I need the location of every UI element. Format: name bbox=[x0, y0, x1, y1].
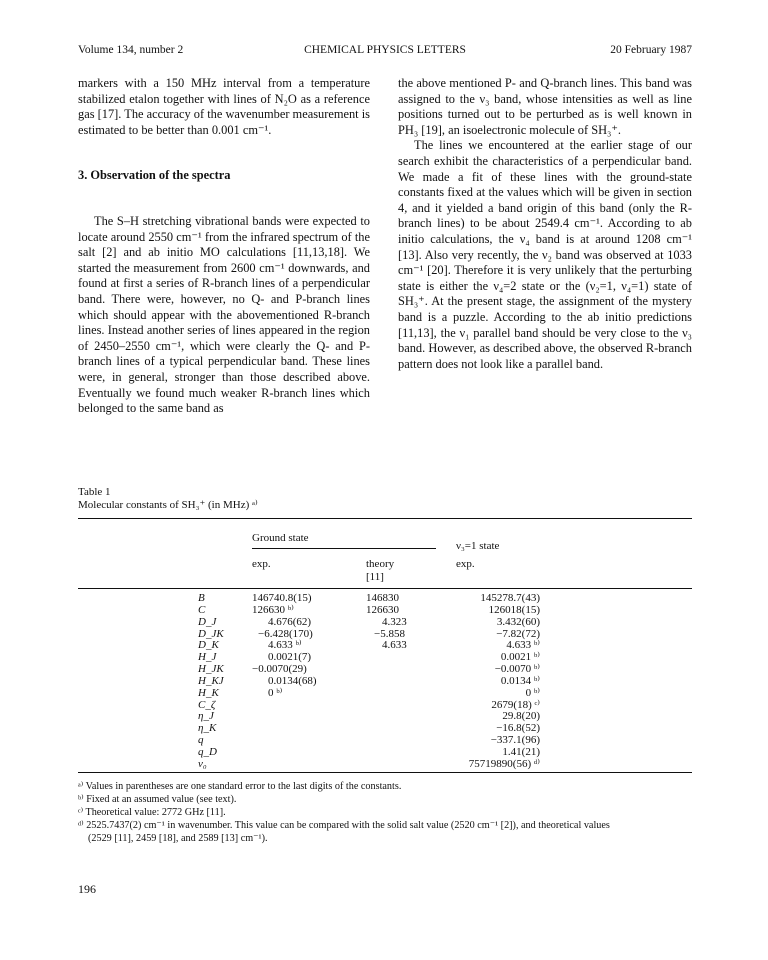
table-cell: 146740.8(15) bbox=[252, 592, 312, 604]
v3-exp-header: exp. bbox=[456, 558, 475, 570]
param-label: q_D bbox=[198, 745, 217, 758]
param-label: H_K bbox=[198, 686, 219, 699]
v3-exp-column bbox=[430, 593, 540, 771]
paragraph-methods-end: markers with a 150 MHz interval from a temperature stabilized etalon together with lines of N₂O as a reference gas [17]. The accuracy of the wavenumber measurement is estimated to be better than 0.001 cm⁻¹. bbox=[78, 76, 370, 137]
param-label: η_K bbox=[198, 722, 217, 735]
table-cell: 0 ᵇ⁾ bbox=[268, 686, 283, 699]
param-label: D_K bbox=[198, 639, 219, 652]
section-title: 3. Observation of the spectra bbox=[78, 168, 231, 183]
footnote-b: ᵇ⁾ Fixed at an assumed value (see text). bbox=[78, 794, 237, 805]
param-label: q bbox=[198, 734, 204, 747]
table-title: Molecular constants of SH₃⁺ (in MHz) ᵃ⁾ bbox=[78, 499, 258, 511]
param-label: C_ζ bbox=[198, 698, 216, 711]
param-label: H_JK bbox=[198, 663, 224, 676]
table-cell: −337.1(96) bbox=[490, 734, 540, 747]
table-cell: −5.858 bbox=[374, 627, 405, 640]
table-cell: 0 ᵇ⁾ bbox=[525, 686, 540, 699]
table-footnotes bbox=[78, 780, 698, 845]
table-cell: 0.0134 ᵇ⁾ bbox=[500, 674, 540, 687]
table-cell: 1.41(21) bbox=[502, 745, 540, 758]
journal-name: CHEMICAL PHYSICS LETTERS bbox=[304, 44, 466, 56]
ground-theory-column bbox=[366, 593, 407, 652]
left-column bbox=[78, 76, 370, 417]
exp-header: exp. bbox=[252, 558, 271, 570]
table-cell: 126018(15) bbox=[488, 603, 540, 616]
table-cell: 0.0134(68) bbox=[268, 674, 317, 687]
table-cell: 3.432(60) bbox=[496, 615, 540, 628]
v3-state-header: ν₃=1 state bbox=[456, 540, 500, 552]
table-cell: −0.0070 ᵇ⁾ bbox=[494, 663, 540, 676]
table-cell: 4.633 ᵇ⁾ bbox=[506, 639, 540, 652]
footnote-d-continued: (2529 [11], 2459 [18], and 2589 [13] cm⁻¹). bbox=[88, 833, 268, 844]
param-label: H_J bbox=[198, 651, 217, 664]
table-cell: −6.428(170) bbox=[258, 627, 313, 640]
table-cell: 0.0021 ᵇ⁾ bbox=[500, 651, 540, 664]
theory-header: theory bbox=[366, 558, 395, 570]
table-cell: −16.8(52) bbox=[496, 722, 540, 735]
footnote-c: ᶜ⁾ Theoretical value: 2772 GHz [11]. bbox=[78, 807, 226, 818]
page-number: 196 bbox=[78, 882, 96, 896]
table-cell: 0.0021(7) bbox=[268, 651, 312, 664]
table-cell: 2679(18) ᶜ⁾ bbox=[491, 698, 540, 711]
paragraph-v3-assignment: the above mentioned P- and Q-branch lines. This band was assigned to the ν₃ band, whose intensities as well as line positions turned out to be perturbed as is well known in PH₃ [19], an isoelectronic molecule of SH₃⁺. bbox=[398, 76, 692, 137]
param-label: B bbox=[198, 592, 205, 604]
paragraph-mystery-band: The lines we encountered at the earlier stage of our search exhibit the characteristics of a perpendicular band. We made a fit of these lines with the ground-state constants fixed at the values which will be given in section 4, and it yielded a band origin of this band (only the R-branch lines) to be about 2549.4 cm⁻¹. According to ab initio calculations, the ν₄ band is at around 1208 cm⁻¹ [13]. Also very recently, the ν₂ band was observed at 1033 cm⁻¹ [20]. Therefore it is very unlikely that the perturbing state is either the ν₄=2 state or the (ν₂=1, ν₄=1) state of SH₃⁺. At the present stage, the assignment of the mystery band is a puzzle. According to the ab initio predictions [11,13], the ν₁ parallel band should be very close to the ν₃ band. However, as described above, the observed R-branch pattern does not look like a parallel band. bbox=[398, 138, 692, 371]
theory-ref-header: [11] bbox=[366, 571, 384, 583]
table-cell: 126630 bbox=[366, 603, 399, 616]
table-cell: 4.633 ᵇ⁾ bbox=[268, 639, 302, 652]
ground-state-header: Ground state bbox=[252, 532, 309, 544]
right-column bbox=[398, 76, 692, 372]
param-label: η_J bbox=[198, 710, 214, 723]
table-header-rule bbox=[78, 588, 692, 589]
table-caption bbox=[78, 486, 258, 512]
issue-date: 20 February 1987 bbox=[610, 44, 692, 56]
param-column bbox=[198, 593, 224, 771]
table-cell: −0.0070(29) bbox=[252, 663, 307, 676]
table-cell: 126630 ᵇ⁾ bbox=[252, 603, 294, 616]
param-label: D_JK bbox=[198, 627, 224, 640]
table-cell: 4.633 bbox=[382, 639, 407, 652]
table-label: Table 1 bbox=[78, 486, 111, 498]
paragraph-observation: The S–H stretching vibrational bands were expected to locate around 2550 cm⁻¹ from the infrared spectrum of the salt [2] and ab initio MO calculations [11,13,18]. We started the measurement from 2600 cm⁻¹ downwards, and found at first a series of R-branch lines of a perpendicular band. There were, however, no Q- and P-branch lines which should appear with the abovementioned R-branch lines. Instead another series of lines appeared in the region of 2450–2550 cm⁻¹, which were clearly the Q- and P-branch lines of a typical perpendicular band. These lines were, in general, stronger than those described above. Eventually we found much weaker R-branch lines which belonged to the same band as bbox=[78, 213, 370, 416]
table-cell: 146830 bbox=[366, 592, 399, 604]
footnote-d: ᵈ⁾ 2525.7437(2) cm⁻¹ in wavenumber. This value can be compared with the solid salt value (2520 cm⁻¹ [2]), and theoretical values bbox=[78, 820, 610, 831]
param-label: C bbox=[198, 603, 206, 616]
table-cell: 29.8(20) bbox=[502, 710, 540, 723]
volume-info: Volume 134, number 2 bbox=[78, 44, 184, 56]
footnote-a: ᵃ⁾ Values in parentheses are one standard error to the last digits of the constants. bbox=[78, 781, 402, 792]
ground-exp-column bbox=[252, 593, 317, 700]
param-label: D_J bbox=[198, 615, 217, 628]
param-label: ν₀ bbox=[198, 757, 207, 770]
table-cell: 4.323 bbox=[382, 615, 407, 628]
table-cell: −7.82(72) bbox=[496, 627, 540, 640]
ground-state-underline bbox=[252, 548, 436, 549]
param-label: H_KJ bbox=[198, 674, 224, 687]
table-cell: 4.676(62) bbox=[268, 615, 312, 628]
table-cell: 75719890(56) ᵈ⁾ bbox=[468, 757, 540, 770]
table-bottom-rule bbox=[78, 772, 692, 773]
table-cell: 145278.7(43) bbox=[480, 592, 540, 604]
table-top-rule bbox=[78, 518, 692, 519]
